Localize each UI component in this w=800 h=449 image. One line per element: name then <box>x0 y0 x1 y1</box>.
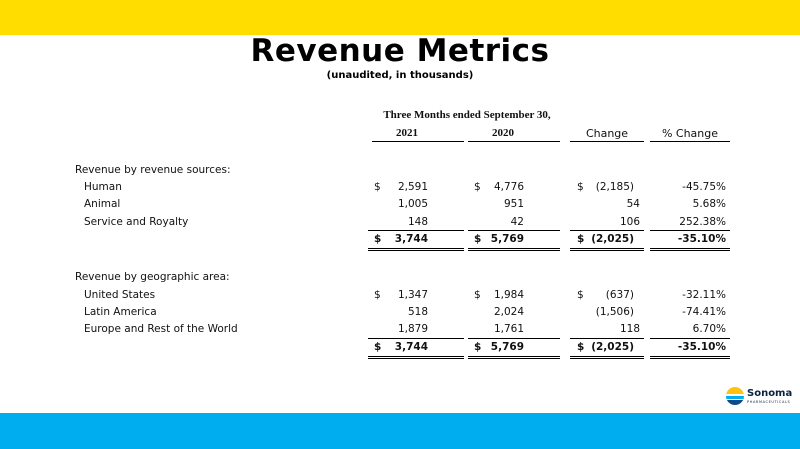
page-subtitle: (unaudited, in thousands) <box>326 70 474 81</box>
currency-symbol: $ <box>474 341 482 353</box>
row-label: Latin America <box>84 306 157 318</box>
total-double-rule <box>368 356 464 357</box>
header-underline <box>468 141 560 142</box>
currency-symbol: $ <box>474 289 481 301</box>
value-pct-change: 6.70% <box>692 323 726 335</box>
total-2020: 5,769 <box>490 341 524 353</box>
value-2021: 148 <box>407 216 428 228</box>
value-pct-change: 252.38% <box>679 216 726 228</box>
total-double-rule <box>570 250 644 251</box>
row-label: Service and Royalty <box>84 216 189 228</box>
value-2021: 1,005 <box>397 198 428 210</box>
currency-symbol: $ <box>577 233 585 245</box>
subtotal-rule <box>570 338 644 339</box>
subtotal-rule <box>468 338 560 339</box>
total-pct-change: -35.10% <box>677 233 726 245</box>
header-underline <box>372 141 464 142</box>
subtotal-rule <box>368 338 464 339</box>
subtotal-rule <box>570 230 644 231</box>
value-2020: 4,776 <box>493 181 524 193</box>
currency-symbol: $ <box>374 233 382 245</box>
row-label: Europe and Rest of the World <box>84 323 238 335</box>
subtotal-rule <box>650 338 730 339</box>
value-2020: 951 <box>503 198 524 210</box>
sonoma-logo <box>726 385 796 411</box>
value-2021: 1,347 <box>397 289 428 301</box>
total-2020: 5,769 <box>490 233 524 245</box>
row-label: Human <box>84 181 122 193</box>
currency-symbol: $ <box>474 233 482 245</box>
col-header-change: Change <box>585 127 629 140</box>
value-change: 54 <box>626 198 640 210</box>
total-double-rule <box>368 248 464 249</box>
logo-wordmark: Sonoma <box>747 388 793 399</box>
total-double-rule <box>468 356 560 357</box>
top-color-band <box>0 0 800 35</box>
subtotal-rule <box>650 230 730 231</box>
section-heading-row <box>0 164 800 179</box>
value-2021: 2,591 <box>397 181 428 193</box>
value-2020: 2,024 <box>493 306 524 318</box>
value-change: (2,185) <box>595 181 634 193</box>
col-header-2021: 2021 <box>396 127 418 139</box>
table-row <box>0 323 800 338</box>
total-double-rule <box>650 248 730 249</box>
period-header: Three Months ended September 30, <box>383 109 551 121</box>
header-underline <box>650 141 730 142</box>
total-2021: 3,744 <box>394 233 428 245</box>
value-pct-change: -74.41% <box>682 306 726 318</box>
table-row <box>0 306 800 321</box>
section-heading-row <box>0 271 800 286</box>
total-double-rule <box>468 358 560 359</box>
total-row <box>0 341 800 356</box>
value-2020: 1,761 <box>493 323 524 335</box>
total-change: (2,025) <box>591 233 634 245</box>
value-2021: 1,879 <box>397 323 428 335</box>
bottom-color-band <box>0 413 800 449</box>
col-header-2020: 2020 <box>492 127 514 139</box>
total-double-rule <box>570 358 644 359</box>
total-pct-change: -35.10% <box>677 341 726 353</box>
total-double-rule <box>368 250 464 251</box>
currency-symbol: $ <box>577 181 584 193</box>
value-change: 106 <box>619 216 640 228</box>
table-row <box>0 181 800 196</box>
logo-tagline: PHARMACEUTICALS <box>747 400 791 404</box>
total-double-rule <box>650 250 730 251</box>
sonoma-logo-icon <box>726 387 744 405</box>
total-row <box>0 233 800 248</box>
table-row <box>0 289 800 304</box>
value-2020: 1,984 <box>493 289 524 301</box>
section-heading: Revenue by geographic area: <box>75 271 230 283</box>
currency-symbol: $ <box>577 289 584 301</box>
total-change: (2,025) <box>591 341 634 353</box>
currency-symbol: $ <box>374 341 382 353</box>
subtotal-rule <box>468 230 560 231</box>
header-underline <box>570 141 644 142</box>
subtotal-rule <box>368 230 464 231</box>
total-double-rule <box>650 358 730 359</box>
value-pct-change: -45.75% <box>682 181 726 193</box>
total-double-rule <box>468 250 560 251</box>
value-2020: 42 <box>510 216 524 228</box>
total-double-rule <box>368 358 464 359</box>
value-change: (1,506) <box>595 306 634 318</box>
col-header-pct-change: % Change <box>661 127 719 140</box>
page-title: Revenue Metrics <box>250 33 550 69</box>
currency-symbol: $ <box>374 181 381 193</box>
table-row <box>0 198 800 213</box>
value-change: 118 <box>619 323 640 335</box>
currency-symbol: $ <box>374 289 381 301</box>
total-double-rule <box>570 248 644 249</box>
total-double-rule <box>570 356 644 357</box>
total-double-rule <box>650 356 730 357</box>
value-change: (637) <box>605 289 634 301</box>
value-pct-change: 5.68% <box>692 198 726 210</box>
value-pct-change: -32.11% <box>682 289 726 301</box>
row-label: Animal <box>84 198 121 210</box>
value-2021: 518 <box>407 306 428 318</box>
table-row <box>0 216 800 231</box>
currency-symbol: $ <box>474 181 481 193</box>
section-heading: Revenue by revenue sources: <box>75 164 231 176</box>
currency-symbol: $ <box>577 341 585 353</box>
total-double-rule <box>468 248 560 249</box>
total-2021: 3,744 <box>394 341 428 353</box>
row-label: United States <box>84 289 156 301</box>
